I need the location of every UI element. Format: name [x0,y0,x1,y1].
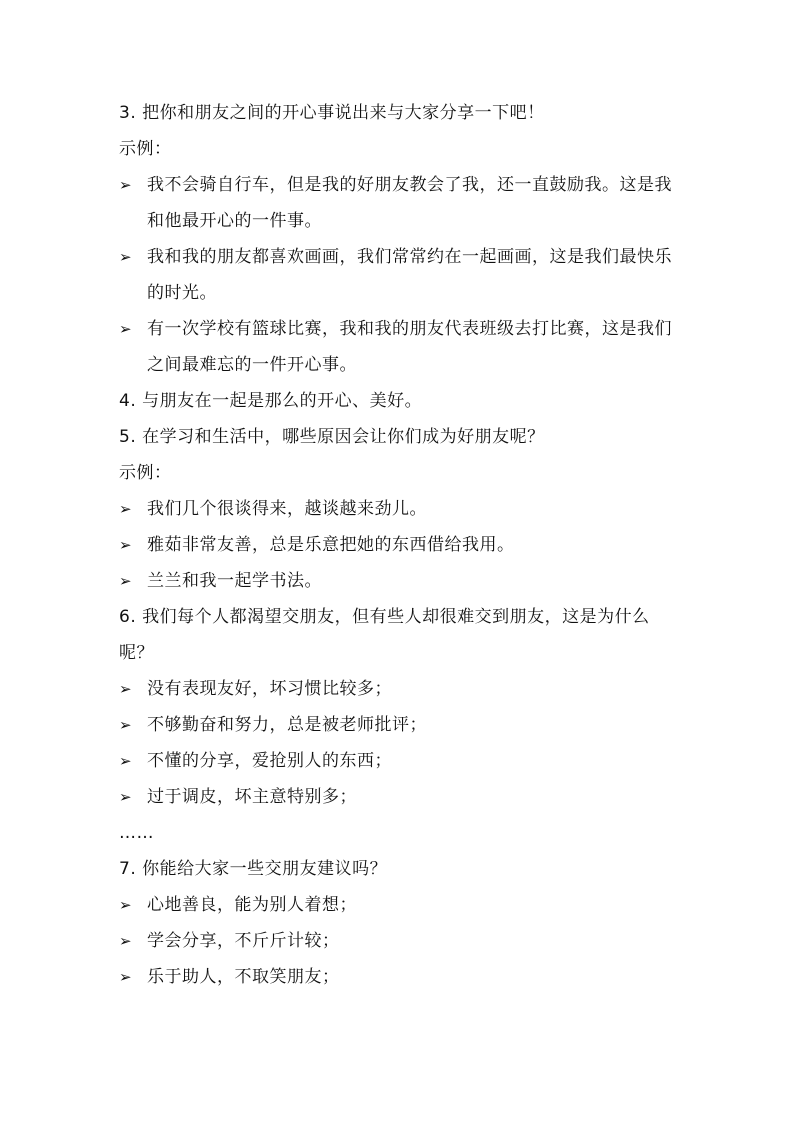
arrow-bullet-icon: ➢ [119,932,133,950]
arrow-bullet-icon: ➢ [119,536,133,554]
list-item [119,167,679,239]
list-item-text: 乐于助人，不取笑朋友； [147,967,340,987]
list-item-text: 学会分享，不斤斤计较； [147,931,340,951]
list-item-text: 不懂的分享，爱抢别人的东西； [147,751,392,771]
q3-example-label: 示例： [119,139,172,159]
list-item-text: 有一次学校有篮球比赛，我和我的朋友代表班级去打比赛，这是我们之间最难忘的一件开心事。 [147,319,672,375]
q4-heading: 4. 与朋友在一起是那么的开心、美好。 [119,391,423,411]
list-item-text: 没有表现友好，坏习惯比较多； [147,679,392,699]
list-item [119,527,679,563]
q3-heading: 3. 把你和朋友之间的开心事说出来与大家分享一下吧！ [119,103,545,123]
list-item-text: 我不会骑自行车，但是我的好朋友教会了我，还一直鼓励我。这是我和他最开心的一件事。 [147,175,672,231]
arrow-bullet-icon: ➢ [119,752,133,770]
list-item [119,671,679,707]
list-item [119,959,679,995]
q5-heading: 5. 在学习和生活中，哪些原因会让你们成为好朋友呢？ [119,427,545,447]
arrow-bullet-icon: ➢ [119,320,133,338]
list-item-text: 雅茹非常友善，总是乐意把她的东西借给我用。 [147,535,515,555]
q5-example-label: 示例： [119,463,172,483]
list-item [119,491,679,527]
list-item-text: 不够勤奋和努力，总是被老师批评； [147,715,427,735]
arrow-bullet-icon: ➢ [119,176,133,194]
q6-ellipsis: …… [119,823,154,843]
list-item [119,743,679,779]
q6-heading-line1: 6. 我们每个人都渴望交朋友，但有些人却很难交到朋友，这是为什么 [119,607,650,627]
arrow-bullet-icon: ➢ [119,248,133,266]
arrow-bullet-icon: ➢ [119,968,133,986]
list-item [119,563,679,599]
list-item-text: 过于调皮，坏主意特别多； [147,787,357,807]
q7-heading: 7. 你能给大家一些交朋友建议吗？ [119,859,388,879]
list-item-text: 兰兰和我一起学书法。 [147,571,322,591]
arrow-bullet-icon: ➢ [119,896,133,914]
arrow-bullet-icon: ➢ [119,500,133,518]
arrow-bullet-icon: ➢ [119,716,133,734]
arrow-bullet-icon: ➢ [119,788,133,806]
list-item [119,779,679,815]
list-item [119,887,679,923]
list-item [119,311,679,383]
arrow-bullet-icon: ➢ [119,680,133,698]
list-item-text: 我和我的朋友都喜欢画画，我们常常约在一起画画，这是我们最快乐的时光。 [147,247,672,303]
list-item [119,239,679,311]
list-item-text: 我们几个很谈得来，越谈越来劲儿。 [147,499,427,519]
document-content [119,95,679,995]
list-item-text: 心地善良，能为别人着想； [147,895,357,915]
q6-heading-line2: 呢？ [119,643,154,663]
list-item [119,923,679,959]
arrow-bullet-icon: ➢ [119,572,133,590]
list-item [119,707,679,743]
